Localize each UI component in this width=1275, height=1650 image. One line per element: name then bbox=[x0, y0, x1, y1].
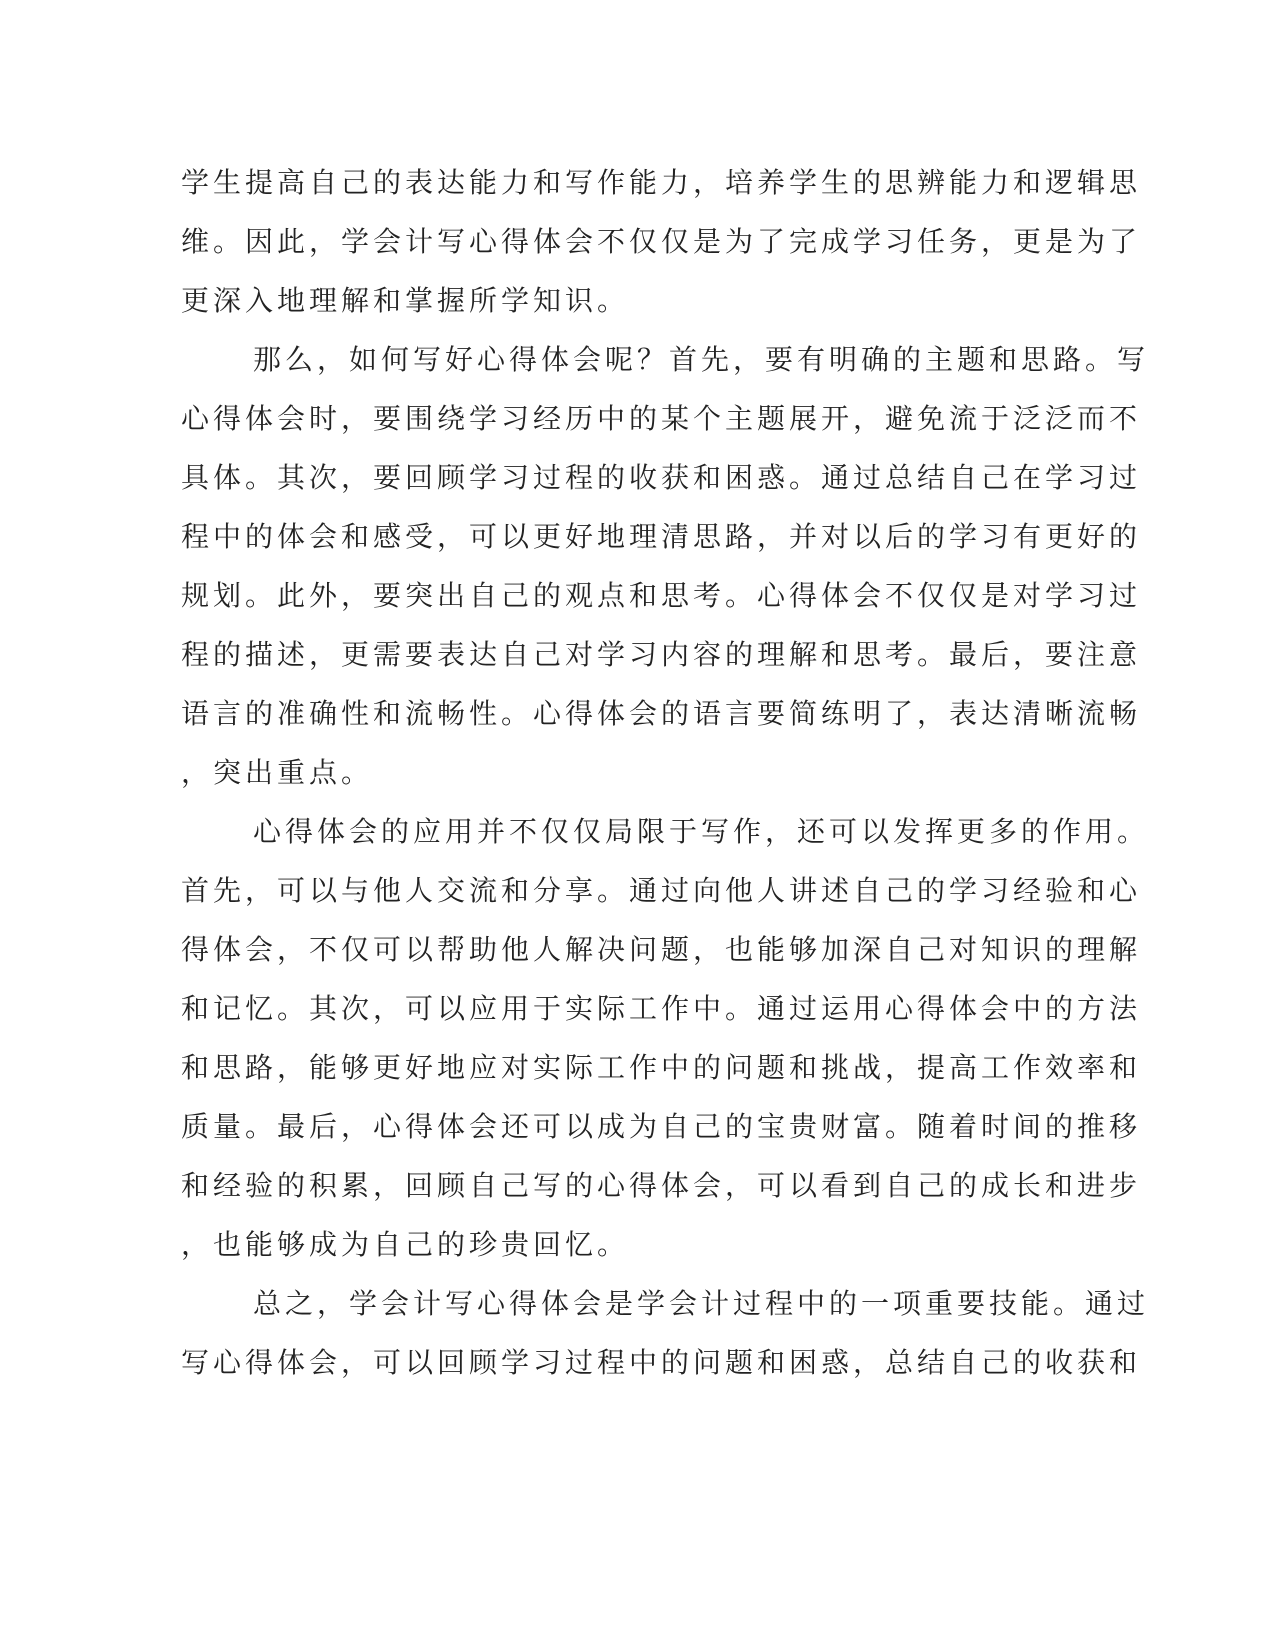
text-line: 维。因此，学会计写心得体会不仅仅是为了完成学习任务，更是为了 bbox=[181, 225, 1142, 258]
text-line: 语言的准确性和流畅性。心得体会的语言要简练明了，表达清晰流畅 bbox=[181, 697, 1142, 730]
paragraph bbox=[181, 160, 1142, 337]
text-line: 和思路，能够更好地应对实际工作中的问题和挑战，提高工作效率和 bbox=[181, 1051, 1142, 1084]
text-line: 得体会，不仅可以帮助他人解决问题，也能够加深自己对知识的理解 bbox=[181, 933, 1142, 966]
document-body bbox=[181, 160, 1150, 1399]
paragraph bbox=[181, 337, 1150, 809]
text-line: 具体。其次，要回顾学习过程的收获和困惑。通过总结自己在学习过 bbox=[181, 461, 1142, 494]
text-line: ，也能够成为自己的珍贵回忆。 bbox=[181, 1228, 630, 1261]
text-line: 总之，学会计写心得体会是学会计过程中的一项重要技能。通过 bbox=[253, 1287, 1150, 1320]
text-line: 学生提高自己的表达能力和写作能力，培养学生的思辨能力和逻辑思 bbox=[181, 166, 1142, 199]
paragraph bbox=[181, 1281, 1150, 1399]
text-line: 心得体会时，要围绕学习经历中的某个主题展开，避免流于泛泛而不 bbox=[181, 402, 1142, 435]
text-line: 心得体会的应用并不仅仅局限于写作，还可以发挥更多的作用。 bbox=[253, 815, 1150, 848]
text-line: 程的描述，更需要表达自己对学习内容的理解和思考。最后，要注意 bbox=[181, 638, 1142, 671]
text-line: 更深入地理解和掌握所学知识。 bbox=[181, 284, 630, 317]
text-line: 和记忆。其次，可以应用于实际工作中。通过运用心得体会中的方法 bbox=[181, 992, 1142, 1025]
text-line: 质量。最后，心得体会还可以成为自己的宝贵财富。随着时间的推移 bbox=[181, 1110, 1142, 1143]
text-line: ，突出重点。 bbox=[181, 756, 374, 789]
text-line: 写心得体会，可以回顾学习过程中的问题和困惑，总结自己的收获和 bbox=[181, 1346, 1142, 1379]
text-line: 规划。此外，要突出自己的观点和思考。心得体会不仅仅是对学习过 bbox=[181, 579, 1142, 612]
text-line: 程中的体会和感受，可以更好地理清思路，并对以后的学习有更好的 bbox=[181, 520, 1142, 553]
text-line: 和经验的积累，回顾自己写的心得体会，可以看到自己的成长和进步 bbox=[181, 1169, 1142, 1202]
text-line: 首先，可以与他人交流和分享。通过向他人讲述自己的学习经验和心 bbox=[181, 874, 1142, 907]
paragraph bbox=[181, 809, 1150, 1281]
text-line: 那么，如何写好心得体会呢？首先，要有明确的主题和思路。写 bbox=[253, 343, 1150, 376]
